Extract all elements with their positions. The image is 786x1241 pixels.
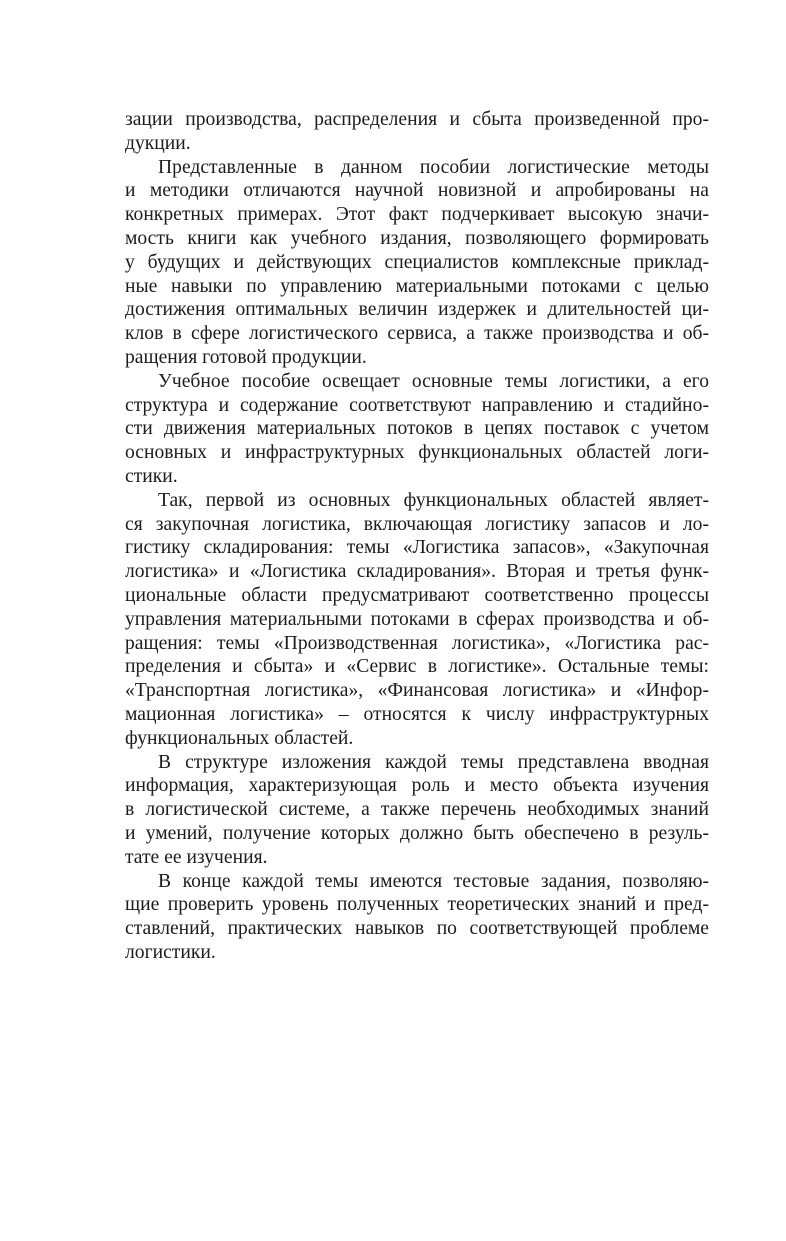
text-line: ращения: темы «Производственная логистика», «Логистика рас-: [125, 632, 709, 654]
text-line: тате ее изучения.: [125, 846, 268, 868]
text-line: и методики отличаются научной новизной и апробированы на: [125, 180, 709, 202]
text-line: функциональных областей.: [125, 727, 354, 749]
text-line: зации производства, распределения и сбыта произведенной про-: [125, 109, 709, 130]
text-line: достижения оптимальных величин издержек и длительностей ци-: [125, 299, 709, 321]
text-line: структура и содержание соответствуют направлению и стадийно-: [125, 394, 709, 416]
text-line: логистика» и «Логистика складирования». Вторая и третья функ-: [125, 561, 709, 583]
text-line: стики.: [125, 465, 178, 487]
text-line: сти движения материальных потоков в цепях поставок с учетом: [125, 418, 709, 440]
text-line: основных и инфраструктурных функциональных областей логи-: [125, 442, 709, 464]
text-line: конкретных примерах. Этот факт подчеркивает высокую значи-: [125, 204, 709, 226]
text-line: управления материальными потоками в сферах производства и об-: [125, 608, 709, 630]
text-line: информация, характеризующая роль и место объекта изучения: [125, 775, 709, 797]
text-line: «Транспортная логистика», «Финансовая логистика» и «Инфор-: [125, 680, 709, 702]
text-line: Учебное пособие освещает основные темы логистики, а его: [158, 370, 709, 392]
body-text: [125, 108, 709, 965]
text-line: и умений, получение которых должно быть обеспечено в резуль-: [125, 822, 709, 844]
text-line: мационная логистика» – относятся к числу инфраструктурных: [125, 703, 709, 725]
text-line: логистики.: [125, 941, 216, 963]
text-line: ные навыки по управлению материальными потоками с целью: [125, 275, 709, 297]
text-line: дукции.: [125, 132, 191, 154]
text-line: циональные области предусматривают соответственно процессы: [125, 584, 709, 606]
text-line: мость книги как учебного издания, позволяющего формировать: [125, 227, 709, 249]
text-line: пределения и сбыта» и «Сервис в логистике». Остальные темы:: [125, 656, 709, 678]
text-line: гистику складирования: темы «Логистика запасов», «Закупочная: [125, 537, 709, 559]
text-line: Так, первой из основных функциональных областей являет-: [158, 489, 709, 511]
text-line: ращения готовой продукции.: [125, 346, 367, 368]
text-line: Представленные в данном пособии логистические методы: [158, 156, 709, 178]
text-line: клов в сфере логистического сервиса, а также производства и об-: [125, 323, 709, 345]
text-line: у будущих и действующих специалистов комплексные приклад-: [125, 251, 709, 273]
text-line: щие проверить уровень полученных теоретических знаний и пред-: [125, 894, 709, 916]
text-line: В структуре изложения каждой темы представлена вводная: [158, 751, 709, 773]
text-line: ставлений, практических навыков по соответствующей проблеме: [125, 918, 709, 940]
text-line: ся закупочная логистика, включающая логистику запасов и ло-: [125, 513, 709, 535]
text-line: в логистической системе, а также перечень необходимых знаний: [125, 799, 709, 821]
text-line: В конце каждой темы имеются тестовые задания, позволяю-: [158, 870, 709, 892]
